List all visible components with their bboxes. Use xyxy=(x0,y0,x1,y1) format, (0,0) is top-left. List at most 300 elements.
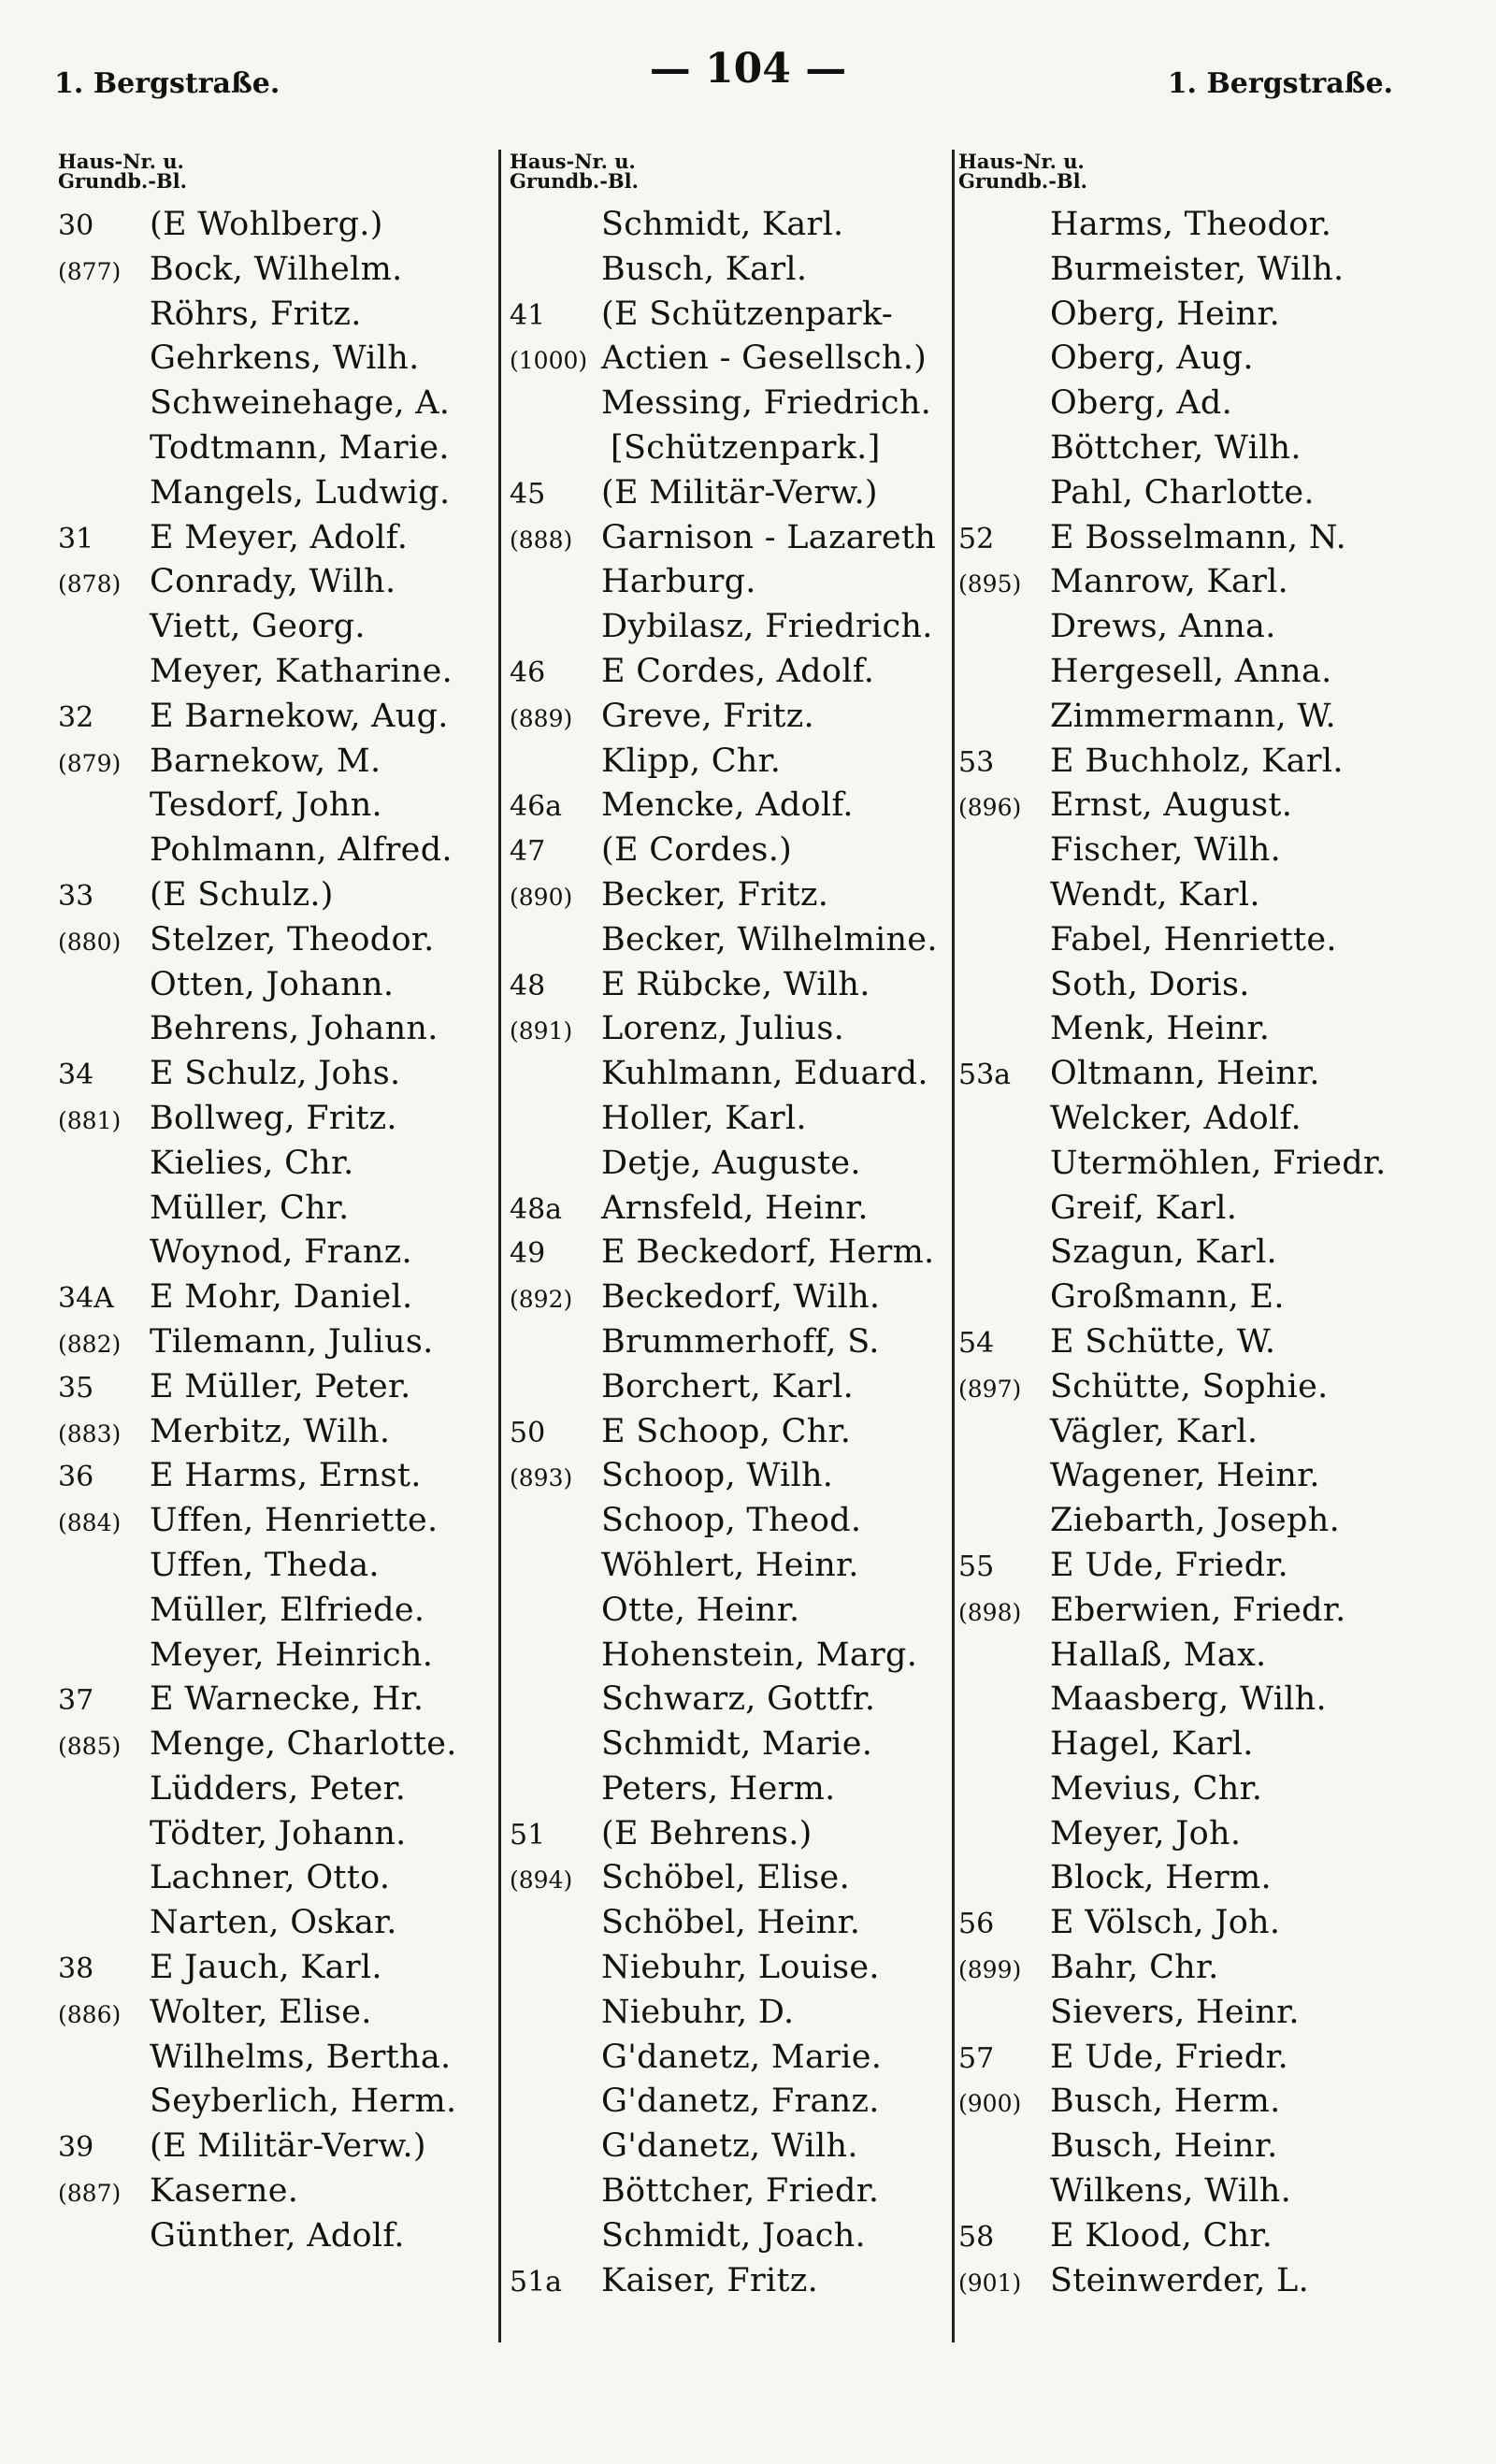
list-item xyxy=(958,1323,1445,1368)
resident-name: Messing, Friedrich. xyxy=(601,384,932,423)
list-item xyxy=(510,742,958,787)
resident-name: Harburg. xyxy=(601,563,756,601)
resident-name: (E Wohlberg.) xyxy=(150,206,383,243)
resident-name: Meyer, Katharine. xyxy=(150,652,453,690)
list-item xyxy=(58,384,497,429)
list-item xyxy=(510,1145,958,1189)
list-item xyxy=(58,1547,497,1592)
house-number: (900) xyxy=(958,2090,1022,2118)
column-1 xyxy=(58,151,497,2262)
resident-name: Menk, Heinr. xyxy=(1050,1010,1271,1048)
list-item xyxy=(958,1547,1445,1592)
resident-name: Beckedorf, Wilh. xyxy=(601,1278,881,1317)
resident-name: Woynod, Franz. xyxy=(150,1233,412,1272)
running-header-left: 1. Bergstraße. xyxy=(54,67,280,100)
list-item xyxy=(58,1010,497,1055)
list-item xyxy=(510,251,958,295)
resident-name: Schoop, Wilh. xyxy=(601,1457,834,1495)
resident-name: E Cordes, Adolf. xyxy=(601,652,875,690)
house-number: 34 xyxy=(58,1059,94,1092)
resident-name: Maasberg, Wilh. xyxy=(1050,1680,1327,1719)
list-item xyxy=(58,1233,497,1278)
resident-name: (E Militär-Verw.) xyxy=(601,473,878,512)
list-item xyxy=(58,1815,497,1860)
list-item xyxy=(958,921,1445,966)
resident-name: Bahr, Chr. xyxy=(1050,1949,1219,1987)
house-number: (896) xyxy=(958,794,1022,822)
resident-name: Peters, Herm. xyxy=(601,1769,836,1808)
list-item xyxy=(958,1680,1445,1725)
list-item xyxy=(958,966,1445,1011)
house-number: 48a xyxy=(510,1192,563,1226)
list-item xyxy=(58,1368,497,1413)
resident-name: Lüdders, Peter. xyxy=(150,1769,407,1808)
resident-name: E Schulz, Johs. xyxy=(150,1055,401,1093)
resident-name: Garnison - Lazareth xyxy=(601,518,937,556)
list-item xyxy=(510,2262,958,2307)
list-item xyxy=(58,2172,497,2217)
list-item xyxy=(510,608,958,653)
resident-name: (E Schützenpark- xyxy=(601,295,893,333)
list-item xyxy=(510,1502,958,1547)
house-number: (891) xyxy=(510,1017,573,1045)
resident-name: Greve, Fritz. xyxy=(601,697,814,735)
house-number: 34A xyxy=(58,1282,114,1316)
house-number: 52 xyxy=(958,522,995,555)
resident-name: E Mohr, Daniel. xyxy=(150,1278,413,1317)
resident-name: Mencke, Adolf. xyxy=(601,786,854,825)
house-number: 35 xyxy=(58,1371,94,1405)
resident-name: Gehrkens, Wilh. xyxy=(150,339,420,378)
list-item xyxy=(510,831,958,876)
list-item xyxy=(58,1725,497,1770)
house-number: 58 xyxy=(958,2220,995,2254)
house-number: (893) xyxy=(510,1464,573,1492)
list-item xyxy=(510,1636,958,1681)
house-number: (1000) xyxy=(510,347,588,375)
resident-name: Otte, Heinr. xyxy=(601,1591,800,1629)
list-item xyxy=(58,251,497,295)
resident-name: Fischer, Wilh. xyxy=(1050,831,1282,870)
resident-name: Bollweg, Fritz. xyxy=(150,1099,397,1137)
list-item xyxy=(958,2217,1445,2262)
list-item xyxy=(58,1859,497,1904)
list-item xyxy=(58,1994,497,2039)
list-item xyxy=(958,1994,1445,2039)
list-item xyxy=(510,1413,958,1458)
house-number: (882) xyxy=(58,1330,122,1358)
resident-name: Schwarz, Gottfr. xyxy=(601,1680,876,1719)
list-item xyxy=(958,698,1445,742)
column-2 xyxy=(510,151,958,2306)
resident-name: Meyer, Joh. xyxy=(1050,1814,1242,1852)
list-item xyxy=(958,653,1445,698)
list-item xyxy=(958,1457,1445,1502)
list-item xyxy=(958,1949,1445,1994)
resident-name: Sievers, Heinr. xyxy=(1050,1993,1300,2031)
resident-name: E Harms, Ernst. xyxy=(150,1457,422,1495)
resident-name: Bock, Wilhelm. xyxy=(150,250,403,288)
resident-name: Kielies, Chr. xyxy=(150,1144,354,1182)
resident-name: Niebuhr, D. xyxy=(601,1993,795,2031)
resident-name: Dybilasz, Friedrich. xyxy=(601,608,933,646)
resident-name: E Ude, Friedr. xyxy=(1050,2038,1289,2076)
list-item xyxy=(58,1592,497,1636)
list-item xyxy=(510,921,958,966)
list-item xyxy=(958,251,1445,295)
house-number: (884) xyxy=(58,1509,122,1537)
list-item xyxy=(510,2127,958,2172)
list-item xyxy=(58,339,497,384)
resident-name: Wöhlert, Heinr. xyxy=(601,1546,859,1584)
resident-name: E Barnekow, Aug. xyxy=(150,697,449,735)
list-item xyxy=(510,339,958,384)
resident-name: Greif, Karl. xyxy=(1050,1189,1238,1227)
resident-name: Merbitz, Wilh. xyxy=(150,1412,391,1450)
house-number: (897) xyxy=(958,1375,1022,1403)
resident-name: Uffen, Henriette. xyxy=(150,1502,439,1540)
column-header-line1: Haus-Nr. u. xyxy=(958,150,1085,173)
list-item xyxy=(58,1636,497,1681)
column-header xyxy=(958,151,1445,206)
house-number: (890) xyxy=(510,883,573,911)
resident-name: Otten, Johann. xyxy=(150,965,395,1003)
list-item xyxy=(58,474,497,519)
resident-name: Wagener, Heinr. xyxy=(1050,1457,1320,1495)
list-item xyxy=(958,831,1445,876)
list-item xyxy=(510,1323,958,1368)
house-number: (898) xyxy=(958,1598,1022,1626)
resident-name: Oberg, Heinr. xyxy=(1050,295,1281,333)
resident-name: Schoop, Theod. xyxy=(601,1502,862,1540)
list-item xyxy=(958,384,1445,429)
list-item xyxy=(958,1904,1445,1949)
resident-name: Lorenz, Julius. xyxy=(601,1010,845,1048)
resident-name: Busch, Herm. xyxy=(1050,2082,1281,2121)
list-item xyxy=(58,966,497,1011)
resident-name: Utermöhlen, Friedr. xyxy=(1050,1144,1387,1182)
list-item xyxy=(58,1949,497,1994)
list-item xyxy=(58,2217,497,2262)
column-header-line1: Haus-Nr. u. xyxy=(510,150,636,173)
resident-name: Müller, Chr. xyxy=(150,1189,350,1227)
column-header xyxy=(58,151,497,206)
resident-name: E Rübcke, Wilh. xyxy=(601,965,870,1003)
list-item xyxy=(958,2082,1445,2127)
list-item xyxy=(58,742,497,787)
resident-name: Drews, Anna. xyxy=(1050,608,1276,646)
resident-name: Busch, Heinr. xyxy=(1050,2127,1278,2166)
resident-name: Tödter, Johann. xyxy=(150,1814,407,1852)
list-item xyxy=(58,519,497,564)
resident-name: Hagel, Karl. xyxy=(1050,1725,1254,1764)
house-number: (881) xyxy=(58,1106,122,1134)
house-number: 46a xyxy=(510,790,563,824)
resident-name: E Schoop, Chr. xyxy=(601,1412,852,1450)
list-item xyxy=(958,563,1445,608)
resident-name: Mangels, Ludwig. xyxy=(150,473,451,512)
resident-name: Conrady, Wilh. xyxy=(150,563,396,601)
resident-name: Böttcher, Wilh. xyxy=(1050,428,1302,467)
list-item xyxy=(510,1278,958,1323)
list-item xyxy=(510,966,958,1011)
resident-name: E Bosselmann, N. xyxy=(1050,518,1346,556)
list-item xyxy=(958,1636,1445,1681)
list-item xyxy=(510,698,958,742)
resident-name: Ziebarth, Joseph. xyxy=(1050,1502,1341,1540)
list-item xyxy=(510,206,958,251)
resident-name: Mevius, Chr. xyxy=(1050,1769,1263,1808)
list-item xyxy=(510,295,958,340)
list-item xyxy=(958,1145,1445,1189)
house-number: (887) xyxy=(58,2180,122,2208)
resident-name: Schmidt, Karl. xyxy=(601,206,844,243)
list-item xyxy=(510,1233,958,1278)
house-number: 41 xyxy=(510,298,546,332)
column-header-line1: Haus-Nr. u. xyxy=(58,150,184,173)
house-number: (895) xyxy=(958,570,1022,598)
resident-name: Kuhlmann, Eduard. xyxy=(601,1055,928,1093)
list-item xyxy=(958,1859,1445,1904)
house-number: 53 xyxy=(958,745,995,779)
list-item xyxy=(510,1592,958,1636)
resident-name: Böttcher, Friedr. xyxy=(601,2172,880,2211)
column-header-line2: Grundb.-Bl. xyxy=(58,169,187,193)
resident-name: E Warnecke, Hr. xyxy=(150,1680,424,1719)
resident-name: (E Behrens.) xyxy=(601,1814,813,1852)
house-number: 57 xyxy=(958,2041,995,2075)
house-number: 45 xyxy=(510,477,546,511)
resident-name: Zimmermann, W. xyxy=(1050,697,1336,735)
list-item xyxy=(58,1770,497,1815)
resident-name: Schweinehage, A. xyxy=(150,384,451,423)
house-number: (883) xyxy=(58,1419,122,1448)
list-item xyxy=(58,1904,497,1949)
list-item xyxy=(958,2039,1445,2083)
list-item xyxy=(510,1815,958,1860)
resident-name: Becker, Wilhelmine. xyxy=(601,920,938,958)
list-item xyxy=(510,474,958,519)
list-item xyxy=(510,1010,958,1055)
list-item xyxy=(958,429,1445,474)
resident-name: Schmidt, Marie. xyxy=(601,1725,873,1764)
resident-name: Wilkens, Wilh. xyxy=(1050,2172,1292,2211)
list-item xyxy=(58,2127,497,2172)
house-number: (889) xyxy=(510,704,573,732)
resident-name: E Meyer, Adolf. xyxy=(150,518,409,556)
list-item xyxy=(510,1055,958,1100)
column-header-line2: Grundb.-Bl. xyxy=(958,169,1087,193)
house-number: (877) xyxy=(58,257,122,285)
list-item xyxy=(958,339,1445,384)
list-item xyxy=(958,474,1445,519)
house-number: 30 xyxy=(58,209,94,242)
house-number: 46 xyxy=(510,656,546,689)
resident-name: Steinwerder, L. xyxy=(1050,2261,1310,2299)
house-number: 47 xyxy=(510,835,546,869)
resident-name: Kaiser, Fritz. xyxy=(601,2261,819,2299)
house-number: 48 xyxy=(510,969,546,1002)
resident-name: Ernst, August. xyxy=(1050,786,1293,825)
list-item xyxy=(958,1010,1445,1055)
list-item xyxy=(510,1189,958,1234)
list-item xyxy=(510,786,958,831)
resident-name: (E Schulz.) xyxy=(150,875,334,914)
list-item xyxy=(958,608,1445,653)
list-item xyxy=(958,1770,1445,1815)
column-header-line2: Grundb.-Bl. xyxy=(510,169,639,193)
list-item xyxy=(958,519,1445,564)
list-item xyxy=(958,1055,1445,1100)
resident-name: Röhrs, Fritz. xyxy=(150,295,362,333)
resident-name: Meyer, Heinrich. xyxy=(150,1635,434,1674)
resident-name: Eberwien, Friedr. xyxy=(1050,1591,1346,1629)
resident-name: Menge, Charlotte. xyxy=(150,1725,457,1764)
resident-name: E Jauch, Karl. xyxy=(150,1949,382,1987)
resident-name: G'danetz, Franz. xyxy=(601,2082,880,2121)
resident-name: Oberg, Aug. xyxy=(1050,339,1254,378)
resident-name: Viett, Georg. xyxy=(150,608,366,646)
house-number: 54 xyxy=(958,1326,995,1360)
resident-name: Pohlmann, Alfred. xyxy=(150,831,453,870)
resident-name: G'danetz, Wilh. xyxy=(601,2127,858,2166)
list-item xyxy=(510,1680,958,1725)
list-item xyxy=(958,295,1445,340)
house-number: 32 xyxy=(58,700,94,734)
list-item xyxy=(58,653,497,698)
list-item xyxy=(958,1100,1445,1145)
house-number: 56 xyxy=(958,1908,995,1941)
house-number: (886) xyxy=(58,2000,122,2028)
house-number: (885) xyxy=(58,1733,122,1761)
list-item xyxy=(510,1547,958,1592)
list-item xyxy=(510,429,958,474)
list-item xyxy=(510,2039,958,2083)
list-item xyxy=(958,1592,1445,1636)
resident-name: E Müller, Peter. xyxy=(150,1367,411,1405)
list-item xyxy=(510,876,958,921)
list-item xyxy=(510,1770,958,1815)
list-item xyxy=(958,2127,1445,2172)
resident-name: Wendt, Karl. xyxy=(1050,875,1260,914)
house-number: 39 xyxy=(58,2131,94,2165)
resident-name: Barnekow, M. xyxy=(150,742,381,780)
resident-name: Klipp, Chr. xyxy=(601,742,782,780)
resident-name: Brummerhoff, S. xyxy=(601,1322,880,1361)
resident-name: Fabel, Henriette. xyxy=(1050,920,1337,958)
list-item xyxy=(510,519,958,564)
list-item xyxy=(958,2262,1445,2307)
resident-name: Block, Herm. xyxy=(1050,1859,1272,1897)
list-item xyxy=(58,921,497,966)
list-item xyxy=(958,1368,1445,1413)
resident-name: Soth, Doris. xyxy=(1050,965,1250,1003)
house-number: (879) xyxy=(58,749,122,777)
house-number: 31 xyxy=(58,522,94,555)
list-item xyxy=(510,2172,958,2217)
list-item xyxy=(58,876,497,921)
running-header-right: 1. Bergstraße. xyxy=(1167,67,1393,100)
list-item xyxy=(58,2082,497,2127)
resident-name: (E Cordes.) xyxy=(601,831,793,870)
resident-name: Lachner, Otto. xyxy=(150,1859,391,1897)
resident-name: (E Militär-Verw.) xyxy=(150,2127,426,2166)
list-item xyxy=(958,1815,1445,1860)
resident-name: Tesdorf, John. xyxy=(150,786,382,825)
resident-name: Arnsfeld, Heinr. xyxy=(601,1189,869,1227)
list-item xyxy=(510,1100,958,1145)
resident-name: Schütte, Sophie. xyxy=(1050,1367,1329,1405)
resident-name: Seyberlich, Herm. xyxy=(150,2082,457,2121)
list-item xyxy=(510,1949,958,1994)
resident-name: Günther, Adolf. xyxy=(150,2216,405,2255)
resident-name: Actien - Gesellsch.) xyxy=(601,339,928,378)
resident-name: E Ude, Friedr. xyxy=(1050,1546,1289,1584)
house-number: (901) xyxy=(958,2269,1022,2297)
house-number: (899) xyxy=(958,1956,1022,1984)
resident-name: Schöbel, Elise. xyxy=(601,1859,850,1897)
resident-name: Detje, Auguste. xyxy=(601,1144,861,1182)
list-item xyxy=(58,1502,497,1547)
list-item xyxy=(58,608,497,653)
list-item xyxy=(510,2082,958,2127)
resident-name: Busch, Karl. xyxy=(601,250,808,288)
resident-name: Harms, Theodor. xyxy=(1050,206,1332,243)
resident-name: Müller, Elfriede. xyxy=(150,1591,425,1629)
house-number: 49 xyxy=(510,1237,546,1271)
house-number: 51a xyxy=(510,2265,563,2298)
resident-name: E Schütte, W. xyxy=(1050,1322,1276,1361)
resident-name: Becker, Fritz. xyxy=(601,875,829,914)
resident-name: Schmidt, Joach. xyxy=(601,2216,866,2255)
resident-name: Hergesell, Anna. xyxy=(1050,652,1332,690)
resident-name: Niebuhr, Louise. xyxy=(601,1949,880,1987)
list-item xyxy=(958,786,1445,831)
column-3 xyxy=(958,151,1445,2306)
list-item xyxy=(58,1278,497,1323)
resident-name: Kaserne. xyxy=(150,2172,299,2211)
list-item xyxy=(58,563,497,608)
house-number: 33 xyxy=(58,879,94,913)
resident-name: Großmann, E. xyxy=(1050,1278,1285,1317)
resident-name: Vägler, Karl. xyxy=(1050,1412,1259,1450)
house-number: (878) xyxy=(58,570,122,598)
resident-name: Narten, Oskar. xyxy=(150,1904,397,1942)
house-number: (894) xyxy=(510,1866,573,1895)
resident-name: Wilhelms, Bertha. xyxy=(150,2038,452,2076)
resident-name: Burmeister, Wilh. xyxy=(1050,250,1345,288)
resident-name: Oltmann, Heinr. xyxy=(1050,1055,1320,1093)
resident-name: Holler, Karl. xyxy=(601,1099,807,1137)
list-item xyxy=(510,1994,958,2039)
house-number: (888) xyxy=(510,526,573,554)
house-number: 51 xyxy=(510,1818,546,1852)
list-item xyxy=(510,653,958,698)
resident-name: Manrow, Karl. xyxy=(1050,563,1289,601)
list-item xyxy=(58,295,497,340)
list-item xyxy=(58,786,497,831)
list-item xyxy=(958,1233,1445,1278)
list-item xyxy=(510,1725,958,1770)
list-item xyxy=(958,1502,1445,1547)
house-number: 50 xyxy=(510,1416,546,1449)
resident-name: E Klood, Chr. xyxy=(1050,2216,1273,2255)
list-item xyxy=(958,1725,1445,1770)
list-item xyxy=(58,2039,497,2083)
list-item xyxy=(58,1100,497,1145)
resident-name: Hallaß, Max. xyxy=(1050,1635,1267,1674)
house-number: (880) xyxy=(58,928,122,956)
